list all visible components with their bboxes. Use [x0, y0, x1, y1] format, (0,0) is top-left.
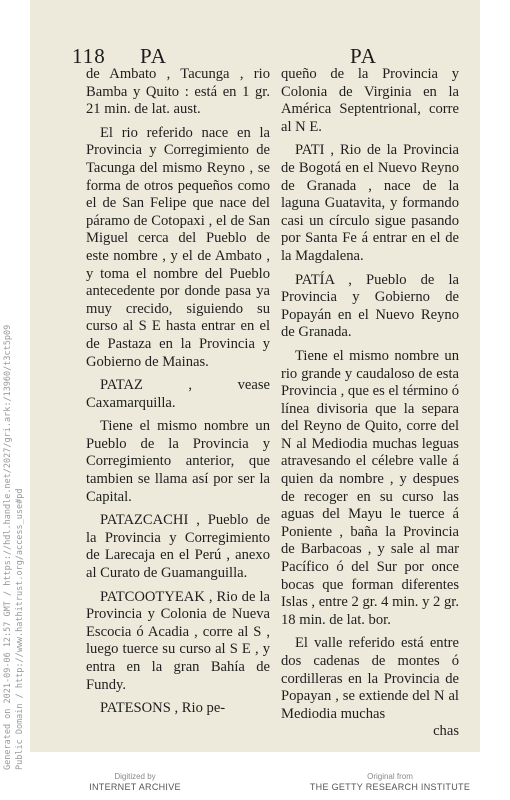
- running-head-right: PA: [350, 44, 377, 68]
- paragraph: queño de la Provincia y Colonia de Virginia en la América Septentrional, corre al N E.: [281, 66, 459, 135]
- entry-patcootyeak: PATCOOTYEAK , Rio de la Provincia y Colonia de Nueva Escocia ó Acadia , corre al S , luego tuerce su curso al S E , y entra en la gran Bahía de Fundy.: [86, 588, 270, 693]
- catchword: chas: [433, 723, 459, 740]
- digitized-by-label: [60, 772, 210, 792]
- generation-note: Generated on 2021-09-06 12:57 GMT / https://hdl.handle.net/2027/gri.ark:/13960/t3ct5p09: [3, 324, 13, 770]
- running-head-left: PA: [140, 44, 167, 68]
- original-from-label: [300, 772, 480, 792]
- rights-stamp: [0, 0, 30, 800]
- entry-pataz: PATAZ , vease Caxamarquilla.: [86, 377, 270, 411]
- paragraph: Tiene el mismo nombre un rio grande y caudaloso de esta Provincia , que es el término ó línea divisoria que la separa del Reyno de Quito, corre del N al Mediodia muchas leguas atravesando el célebre valle á quien da nombre , y despues de recoger en su curso las aguas del Mayu le tuerce á Poniente , baña la Provincia de Barbacoas , y sale al mar Pacífico ó del Sur por once bocas que forman diferentes Islas , entre 2 gr. 4 min. y 2 gr. 18 min. de lat. bor.: [281, 347, 459, 628]
- page-number: 118: [72, 44, 106, 68]
- entry-patazcachi: PATAZCACHI , Pueblo de la Provincia y Corregimiento de Larecaja en el Perú , anexo al Curato de Guamanguilla.: [86, 512, 270, 582]
- paragraph: El valle referido está entre dos cadenas de montes ó cordilleras en la Provincia de Popayan , se extiende del N al Mediodia muchas: [281, 635, 459, 722]
- paragraph: El rio referido nace en la Provincia y Corregimiento de Tacunga del mismo Reyno , se forma de otros pequeños como el de San Felipe que nace del páramo de Cotopaxi , el de San Miguel cerca del Pueblo de este nombre , y el de Ambato , y toma el nombre del Pueblo antecedente por donde pasa ya muy crecido, siguiendo su curso al S E hasta entrar en el de Pastaza en la Provincia y Gobierno de Mainas.: [86, 124, 270, 370]
- left-column: [86, 66, 270, 718]
- rights-note: Public Domain / http://www.hathitrust.org/access_use#pd: [15, 488, 25, 770]
- entry-pati: PATI , Rio de la Provincia de Bogotá en el Nuevo Reyno de Granada , nace de la laguna Guatavita, y formando casi un círculo sigue pasando por Santa Fe á entrar en el de la Magdalena.: [281, 142, 459, 264]
- right-column: [281, 66, 459, 741]
- book-page: [30, 0, 480, 752]
- getty-logo-text: THE GETTY RESEARCH INSTITUTE: [309, 782, 471, 792]
- entry-patesons: PATESONS , Rio pe-: [100, 700, 226, 717]
- entry-patia: PATÍA , Pueblo de la Provincia y Gobierno de Popayán en el Nuevo Reyno de Granada.: [281, 271, 459, 341]
- original-from-small: Original from: [367, 772, 413, 781]
- paragraph: de Ambato , Tacunga , rio Bamba y Quito : está en 1 gr. 21 min. de lat. aust.: [86, 66, 270, 118]
- internet-archive-logo-text: INTERNET ARCHIVE: [89, 782, 181, 792]
- digitized-by-small: Digitized by: [114, 772, 156, 781]
- paragraph: Tiene el mismo nombre un Pueblo de la Provincia y Corregimiento anterior, que tambien se llama así por ser la Capital.: [86, 418, 270, 505]
